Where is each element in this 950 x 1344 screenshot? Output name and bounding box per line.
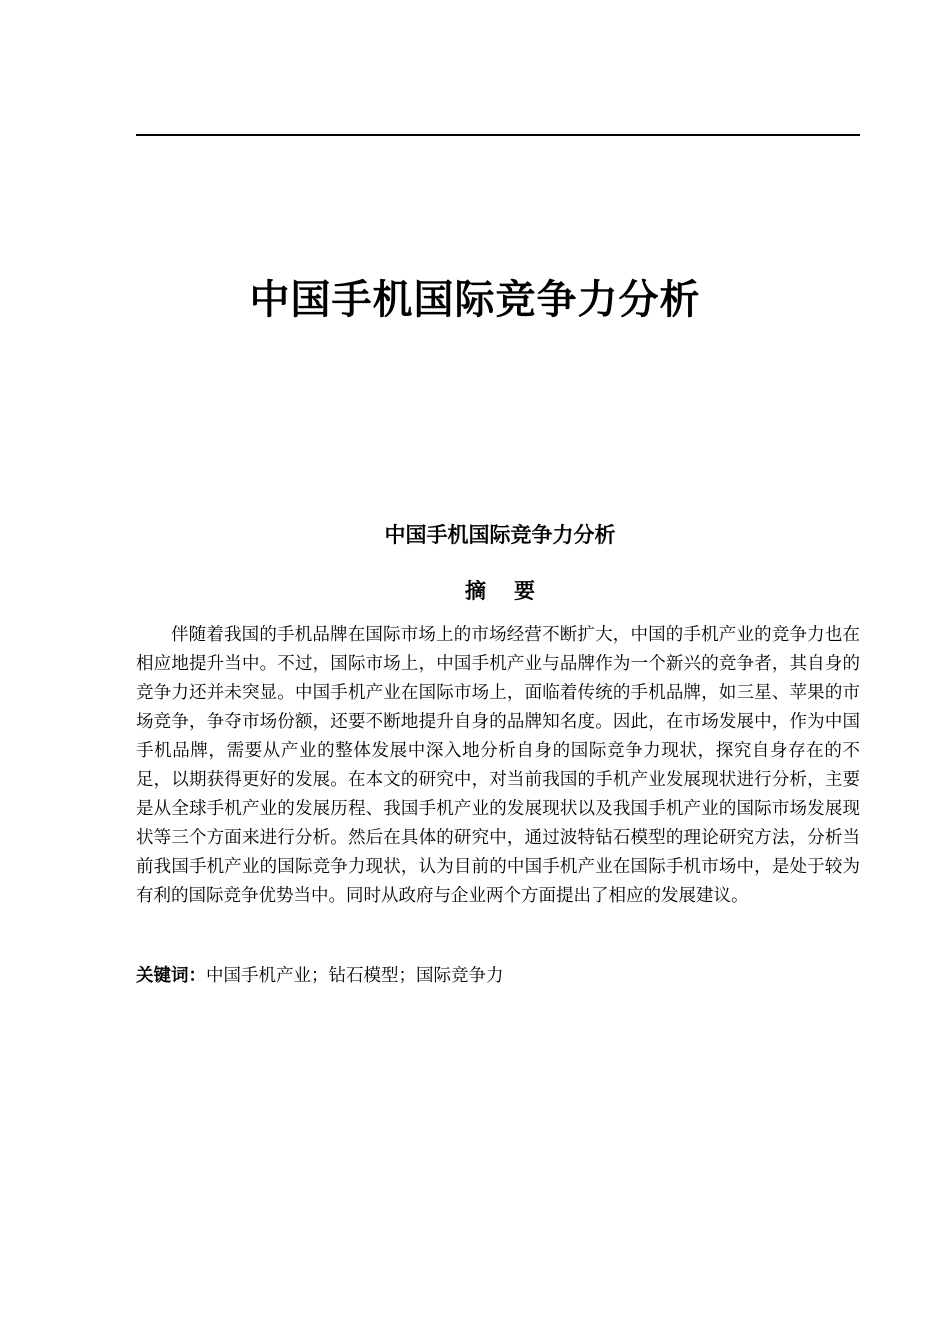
keywords-label: 关键词： [136,966,206,986]
abstract-heading: 摘要 [465,579,563,603]
abstract-title: 中国手机国际竞争力分析 [384,523,616,547]
header-rule [136,134,860,136]
abstract-paragraph: 伴随着我国的手机品牌在国际市场上的市场经营不断扩大，中国的手机产业的竞争力也在相应地提升当中。不过，国际市场上，中国手机产业与品牌作为一个新兴的竞争者，其自身的竞争力还并未突显。中国手机产业在国际市场上，面临着传统的手机品牌，如三星、苹果的市场竞争，争夺市场份额，还要不断地提升自身的品牌知名度。因此，在市场发展中，作为中国手机品牌，需要从产业的整体发展中深入地分析自身的国际竞争力现状，探究自身存在的不足，以期获得更好的发展。在本文的研究中，对当前我国的手机产业发展现状进行分析，主要是从全球手机产业的发展历程、我国手机产业的发展现状以及我国手机产业的国际市场发展现状等三个方面来进行分析。然后在具体的研究中，通过波特钻石模型的理论研究方法，分析当前我国手机产业的国际竞争力现状，认为目前的中国手机产业在国际手机市场中，是处于较为有利的国际竞争优势当中。同时从政府与企业两个方面提出了相应的发展建议。 [136,625,860,906]
keywords-value: 中国手机产业；钻石模型；国际竞争力 [206,966,504,986]
keywords-line [136,962,860,991]
page-title: 中国手机国际竞争力分析 [249,277,701,323]
